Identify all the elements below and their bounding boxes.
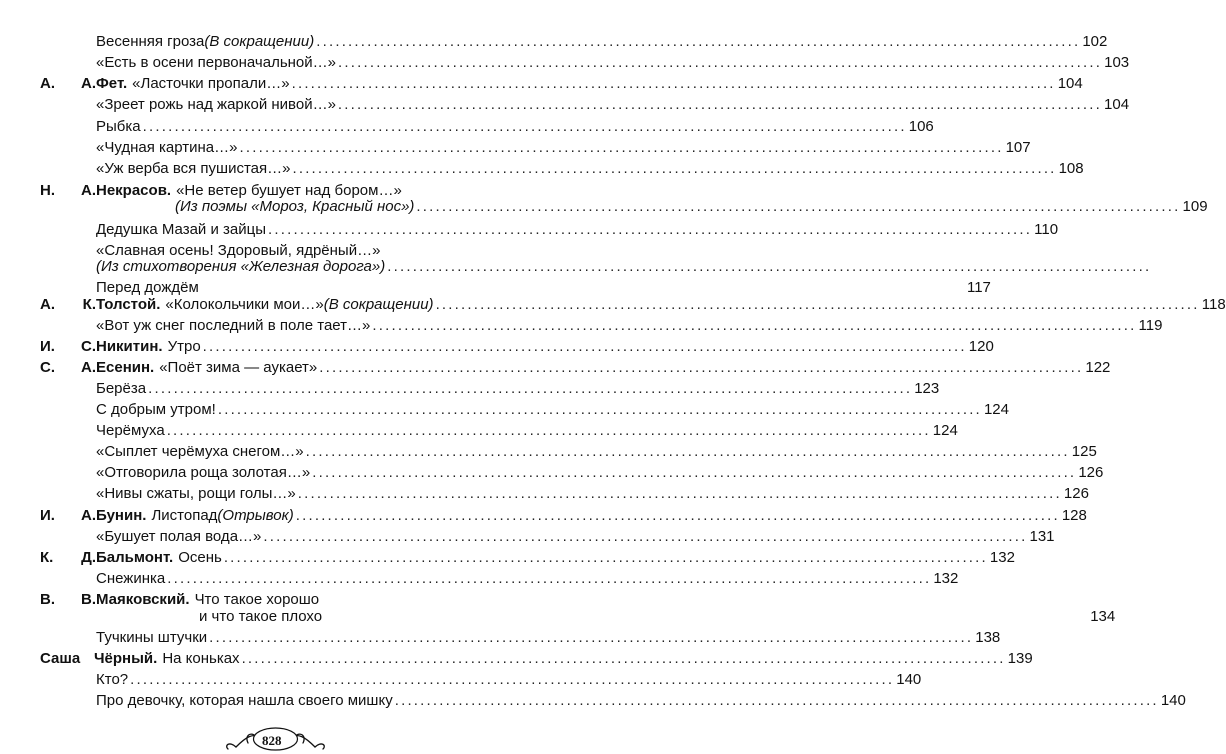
entry-title: Утро [167,338,201,355]
dot-leader: ........................................................................................................................ [435,296,1200,313]
dot-leader: ........................................................................................................................ [263,528,1028,545]
entry-note: (В сокращении) [204,33,315,50]
dot-leader: ........................................................................................................................ [338,54,1103,71]
entry-page: 124 [932,422,958,439]
entry-page: 118 [1201,296,1226,313]
page-footer [0,725,551,754]
entry-title: «Не ветер бушует над бором…» [176,182,402,199]
entry-page: 139 [1007,650,1033,667]
entry-page: 123 [914,380,940,397]
entry-title: и что такое плохо [199,608,323,625]
entry-title: «Уж верба вся пушистая…» [96,160,291,177]
dot-leader: ........................................................................................................................ [319,359,1084,376]
toc-entry [40,294,1226,316]
toc-entry [175,196,1208,218]
toc-entry [96,420,958,442]
toc-entry [40,648,1033,670]
dot-leader: ........................................................................................................................ [241,650,1006,667]
author-initials: А. К. [40,296,96,313]
toc-entry [199,606,1116,628]
entry-page: 132 [989,549,1015,566]
author-initials: И. А. [40,507,96,524]
entry-page: 131 [1029,528,1055,545]
toc-entry [96,256,1152,278]
entry-page: 117 [966,279,991,296]
toc-entry [96,52,1130,74]
entry-title: На коньках [162,650,240,667]
entry-page: 138 [975,629,1001,646]
dot-leader: ........................................................................................................................ [209,629,974,646]
entry-title: «Нивы сжаты, рощи голы…» [96,485,296,502]
toc-entry [96,526,1055,548]
toc-entry [40,357,1111,379]
entry-page: 140 [896,671,922,688]
dot-leader: ........................................................................................................................ [291,75,1056,92]
dot-leader: ........................................................................................................................ [416,198,1181,215]
entry-title: «Есть в осени первоначальной…» [96,54,336,71]
entry-title: «Зреет рожь над жаркой нивой…» [96,96,336,113]
entry-page: 104 [1057,75,1083,92]
entry-page: 103 [1104,54,1130,71]
toc-entry [96,462,1104,484]
entry-page: 126 [1078,464,1104,481]
toc-entry [96,158,1084,180]
dot-leader: ........................................................................................................................ [312,464,1077,481]
entry-page: 120 [968,338,994,355]
entry-title: Весенняя гроза [96,33,205,50]
entry-title: Листопад [151,507,218,524]
dot-leader: ........................................................................................................................ [148,380,913,397]
entry-note: (Из стихотворения «Железная дорога») [96,258,386,275]
entry-title: Кто? [96,671,129,688]
toc-entry [96,116,934,138]
entry-page: 104 [1104,96,1130,113]
dot-leader: ........................................................................................................................ [337,96,1103,113]
entry-page: 106 [908,118,934,135]
toc-entry [40,73,1083,95]
entry-title: «Ласточки пропали…» [132,75,290,92]
entry-title: Тучкины штучки [96,629,208,646]
entry-title: Рыбка [96,118,141,135]
entry-title: Что такое хорошо [194,591,320,608]
toc-entry [40,505,1087,527]
entry-title: Перед дождём [96,279,199,296]
dot-leader: ........................................................................................................................ [267,221,1033,238]
author-surname: Никитин. [96,338,163,355]
toc-entry [40,336,994,358]
author-surname: Толстой. [96,296,161,313]
dot-leader: ........................................................................................................................ [305,443,1070,460]
dot-leader: ........................................................................................................................ [166,422,931,439]
toc-entry [96,483,1089,505]
entry-title: Дедушка Мазай и зайцы [96,221,266,238]
entry-page: 125 [1071,443,1097,460]
dot-leader: ........................................................................................................................ [202,338,967,355]
entry-note: (Отрывок) [217,507,294,524]
entry-title: Берёза [96,380,147,397]
dot-leader: ........................................................................................................................ [387,258,1152,275]
entry-title: «Чудная картина…» [96,139,238,156]
dot-leader: ........................................................................................................................ [295,507,1060,524]
dot-leader: ........................................................................................................................ [130,671,895,688]
toc-entry [96,399,1009,421]
entry-title: «Отговорила роща золотая…» [96,464,311,481]
dot-leader: ........................................................................................................................ [167,570,932,587]
toc-entry [96,378,940,400]
dot-leader: ........................................................................................................................ [372,317,1137,334]
author-initials: И. С. [40,338,96,355]
entry-page: 124 [983,401,1009,418]
author-surname: Некрасов. [96,182,172,199]
author-initials: А. А. [40,75,96,92]
page-number: 828 [262,733,282,748]
entry-page: 102 [1082,33,1108,50]
toc-entry [96,219,1059,241]
author-surname: Бунин. [96,507,147,524]
dot-leader: ........................................................................................................................ [217,401,982,418]
entry-page: 134 [1090,608,1116,625]
author-surname: Фет. [96,75,128,92]
dot-leader: ........................................................................................................................ [142,118,907,135]
entry-page: 108 [1058,160,1084,177]
entry-note: (Из поэмы «Мороз, Красный нос») [175,198,415,215]
author-initials: С. А. [40,359,96,376]
author-surname: Чёрный. [94,650,158,667]
dot-leader: ........................................................................................................................ [297,485,1062,502]
entry-title: «Сыплет черёмуха снегом…» [96,443,304,460]
entry-page: 140 [1160,692,1186,709]
toc-entry [96,669,922,691]
dot-leader: ........................................................................................................................ [239,139,1004,156]
author-first-name: Саша [40,650,81,667]
toc-entry [96,137,1031,159]
entry-page: 126 [1063,485,1089,502]
author-initials: В. В. [40,591,96,608]
entry-title: С добрым утром! [96,401,216,418]
entry-title: «Вот уж снег последний в поле тает…» [96,317,371,334]
entry-page: 132 [933,570,959,587]
dot-leader: ........................................................................................................................ [223,549,988,566]
author-initials: Н. А. [40,182,96,199]
entry-title: Про девочку, которая нашла своего мишку [96,692,393,709]
entry-title: Осень [178,549,222,566]
toc-entry [96,441,1097,463]
toc-entry [96,31,1108,53]
author-initials: К. Д. [40,549,96,566]
entry-note: (В сокращении) [323,296,434,313]
toc-entry [96,627,1001,649]
toc-entry [96,94,1130,116]
entry-page: 128 [1061,507,1087,524]
dot-leader: ........................................................................................................................ [394,692,1159,709]
entry-title: «Колокольчики мои…» [165,296,324,313]
author-surname: Бальмонт. [96,549,174,566]
dot-leader: ........................................................................................................................ [292,160,1057,177]
entry-page: 107 [1005,139,1031,156]
entry-page: 110 [1034,221,1059,238]
entry-page: 119 [1138,317,1163,334]
toc-entry [96,568,959,590]
dot-leader: ........................................................................................................................ [316,33,1081,50]
entry-page: 122 [1085,359,1111,376]
entry-title: «Бушует полая вода…» [96,528,262,545]
entry-title: «Поёт зима — аукает» [159,359,318,376]
entry-page: 109 [1182,198,1208,215]
author-surname: Есенин. [96,359,155,376]
toc-entry [96,315,1163,337]
entry-title: Черёмуха [96,422,165,439]
entry-title: «Славная осень! Здоровый, ядрёный…» [96,242,381,259]
toc-entry [96,690,1186,712]
entry-title: Снежинка [96,570,166,587]
toc-entry [40,547,1015,569]
author-surname: Маяковский. [96,591,190,608]
